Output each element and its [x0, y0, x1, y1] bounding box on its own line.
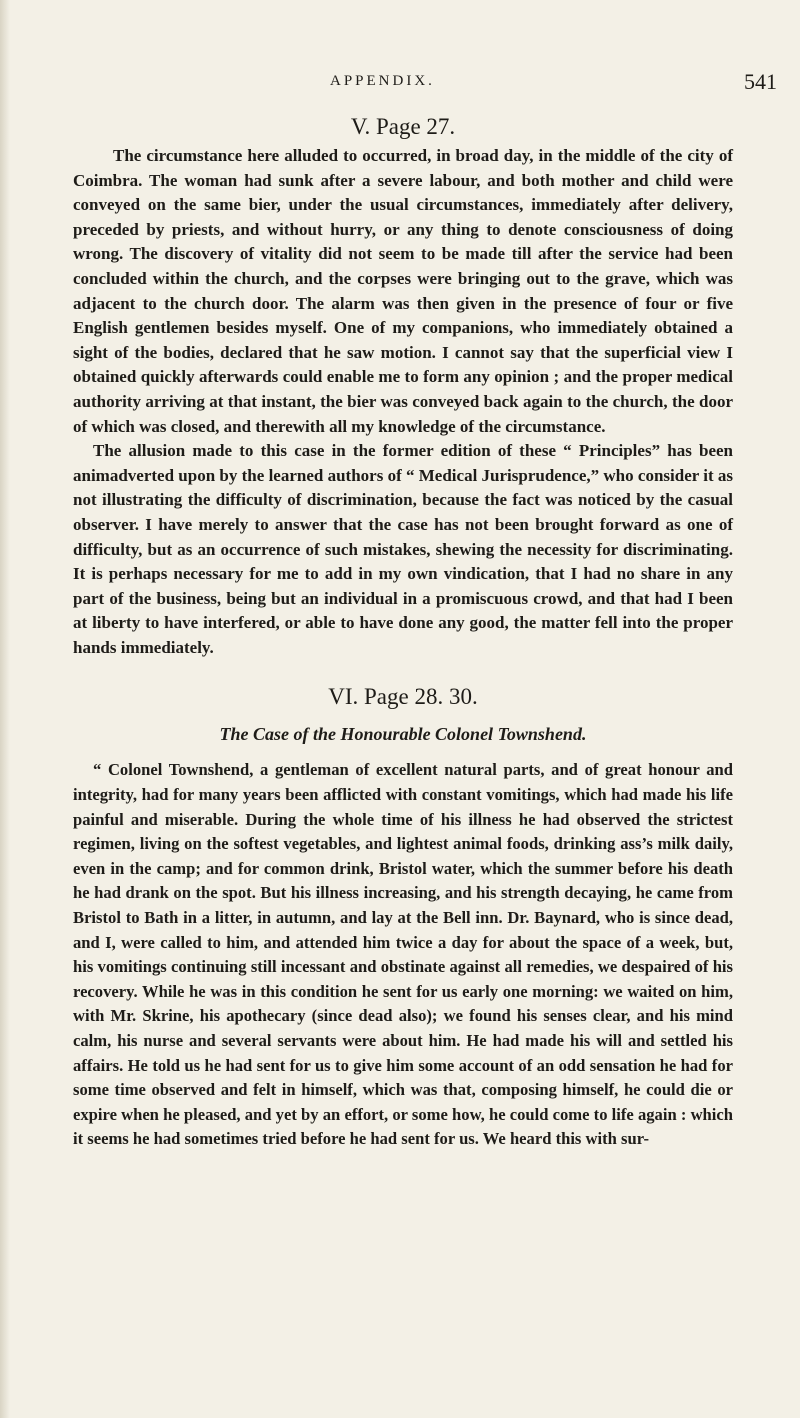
page-header: [0, 69, 800, 97]
text-block: [73, 112, 733, 1152]
section-heading: V. Page 27.: [350, 114, 456, 139]
page-number: 541: [744, 69, 777, 94]
section-heading: VI. Page 28. 30.: [328, 684, 478, 710]
running-head: APPENDIX.: [330, 73, 435, 89]
paragraph: The circumstance here alluded to occurred, in broad day, in the middle of the city of Coimbra. The woman had sunk after a severe labour, and both mother and child were conveyed on the same bier, under the usual circumstances, immediately after delivery, preceded by priests, and without hurry, or any thing to denote consciousness of doing wrong. The discovery of vitality did not seem to be made till after the service had been concluded within the church, and the corpses were bringing out to the grave, which was adjacent to the church door. The alarm was then given in the presence of four or five English gentlemen besides myself. One of my companions, who immediately obtained a sight of the bodies, declared that he saw motion. I cannot say that the superficial view I obtained quickly afterwards could enable me to form any opinion ; and the proper medical authority arriving at that instant, the bier was conveyed back again to the church, the door of which was closed, and therewith all my knowledge of the circumstance.: [73, 146, 733, 436]
paragraph: “ Colonel Townshend, a gentleman of excellent natural parts, and of great honour and integrity, had for many years been afflicted with constant vomitings, which had made his life painful and miserable. During the whole time of his illness he had observed the strictest regimen, living on the softest vegetables, and lightest animal foods, drinking ass’s milk daily, even in the camp; and for common drink, Bristol water, which the summer before his death he had drank on the spot. But his illness increasing, and his strength decaying, he came from Bristol to Bath in a litter, in autumn, and lay at the Bell inn. Dr. Baynard, who is since dead, and I, were called to him, and attended him twice a day for about the space of a week, but, his vomitings continuing still incessant and obstinate against all remedies, we despaired of his recovery. While he was in this condition he sent for us early one morning: we waited on him, with Mr. Skrine, his apothecary (since dead also); we found his senses clear, and his mind calm, his nurse and several servants were about him. He had made his will and settled his affairs. He told us he had sent for us to give him some account of an odd sensation he had for some time observed and felt in himself, which was that, composing himself, he could die or expire when he pleased, and yet by an effort, or some how, he could come to life again : which it seems he had sometimes tried before he had sent for us. We heard this with sur-: [73, 760, 733, 1149]
case-title: The Case of the Honourable Colonel Townshend.: [219, 724, 587, 745]
paragraph: The allusion made to this case in the former edition of these “ Principles” has been animadverted upon by the learned authors of “ Medical Jurisprudence,” who consider it as not illustrating the difficulty of discrimination, because the fact was noticed by the casual observer. I have merely to answer that the case has not been brought forward as one of difficulty, but as an occurrence of such mistakes, shewing the necessity for discriminating. It is perhaps necessary for me to add in my own vindication, that I had no share in any part of the business, being but an individual in a promiscuous crowd, and that had I been at liberty to have interfered, or able to have done any good, the matter fell into the proper hands immediately.: [73, 441, 733, 657]
page-spine-shadow: [0, 0, 10, 1418]
